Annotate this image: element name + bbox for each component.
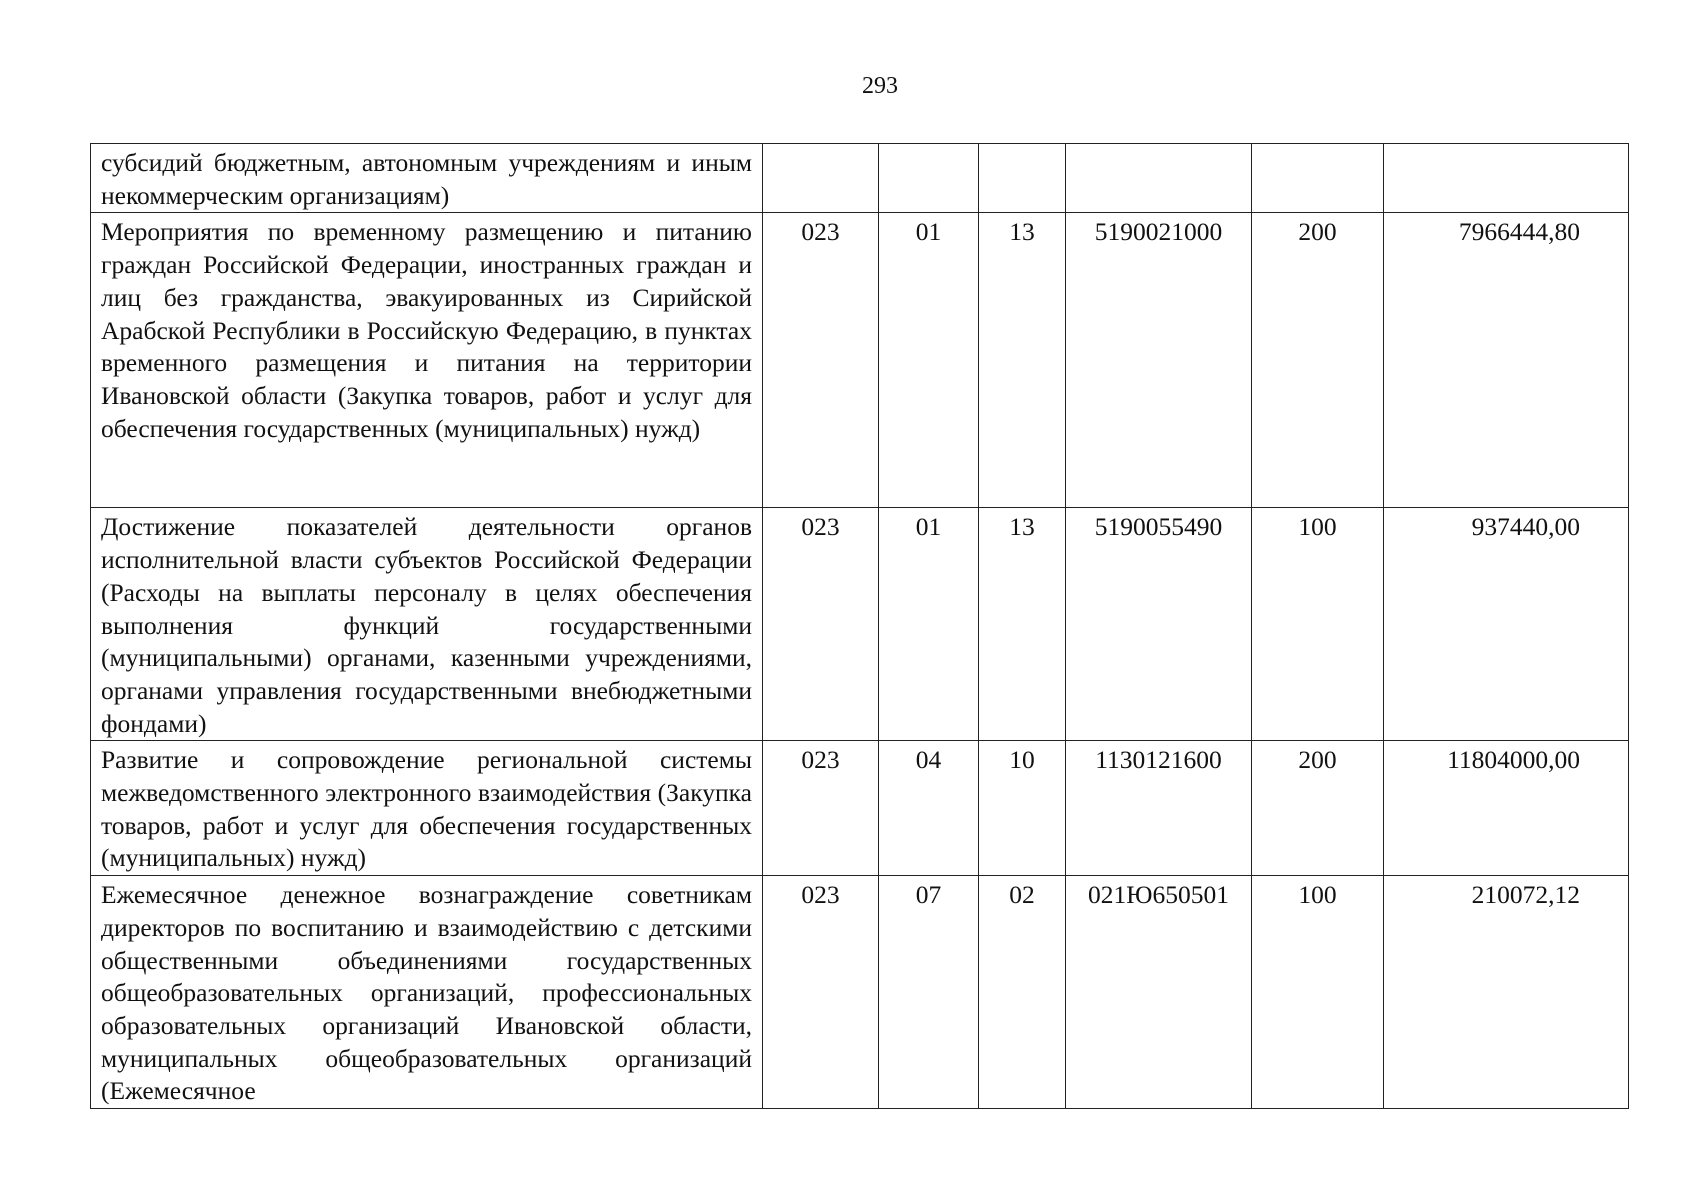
table-row: [91, 876, 1629, 1109]
section-code: 01: [879, 508, 979, 741]
amount: 11804000,00: [1384, 741, 1629, 876]
ministry-code: [763, 144, 879, 213]
target-article-code: 021Ю650501: [1066, 876, 1252, 1109]
subsection-code: 13: [979, 213, 1066, 508]
ministry-code: 023: [763, 876, 879, 1109]
expense-description: Ежемесячное денежное вознаграждение советникам директоров по воспитанию и взаимодействию с детскими общественными объединениями государственных общеобразовательных организаций, профессиональных образовательных организаций Ивановской области, муниципальных общеобразовательных организаций (Ежемесячное: [91, 876, 763, 1109]
expense-description: Развитие и сопровождение региональной системы межведомственного электронного взаимодействия (Закупка товаров, работ и услуг для обеспечения государственных (муниципальных) нужд): [91, 741, 763, 876]
ministry-code: 023: [763, 508, 879, 741]
expense-description: субсидий бюджетным, автономным учреждениям и иным некоммерческим организациям): [91, 144, 763, 213]
amount: [1384, 144, 1629, 213]
budget-table: [90, 143, 1629, 1109]
amount: 937440,00: [1384, 508, 1629, 741]
target-article-code: [1066, 144, 1252, 213]
table-row: [91, 741, 1629, 876]
expense-type-code: 100: [1252, 508, 1384, 741]
target-article-code: 1130121600: [1066, 741, 1252, 876]
section-code: 04: [879, 741, 979, 876]
expense-type-code: 200: [1252, 741, 1384, 876]
amount: 210072,12: [1384, 876, 1629, 1109]
page-number: 293: [862, 73, 898, 99]
table-row: [91, 213, 1629, 508]
subsection-code: 10: [979, 741, 1066, 876]
subsection-code: [979, 144, 1066, 213]
expense-type-code: 100: [1252, 876, 1384, 1109]
amount: 7966444,80: [1384, 213, 1629, 508]
section-code: 07: [879, 876, 979, 1109]
expense-description: Мероприятия по временному размещению и питанию граждан Российской Федерации, иностранных граждан и лиц без гражданства, эвакуированных из Сирийской Арабской Республики в Российскую Федерацию, в пунктах временного размещения и питания на территории Ивановской области (Закупка товаров, работ и услуг для обеспечения государственных (муниципальных) нужд): [91, 213, 763, 508]
expense-type-code: [1252, 144, 1384, 213]
table-row: [91, 144, 1629, 213]
ministry-code: 023: [763, 741, 879, 876]
target-article-code: 5190055490: [1066, 508, 1252, 741]
subsection-code: 13: [979, 508, 1066, 741]
target-article-code: 5190021000: [1066, 213, 1252, 508]
subsection-code: 02: [979, 876, 1066, 1109]
section-code: 01: [879, 213, 979, 508]
ministry-code: 023: [763, 213, 879, 508]
table-row: [91, 508, 1629, 741]
expense-description: Достижение показателей деятельности органов исполнительной власти субъектов Российской Федерации (Расходы на выплаты персоналу в целях обеспечения выполнения функций государственными (муниципальными) органами, казенными учреждениями, органами управления государственными внебюджетными фондами): [91, 508, 763, 741]
expense-type-code: 200: [1252, 213, 1384, 508]
section-code: [879, 144, 979, 213]
